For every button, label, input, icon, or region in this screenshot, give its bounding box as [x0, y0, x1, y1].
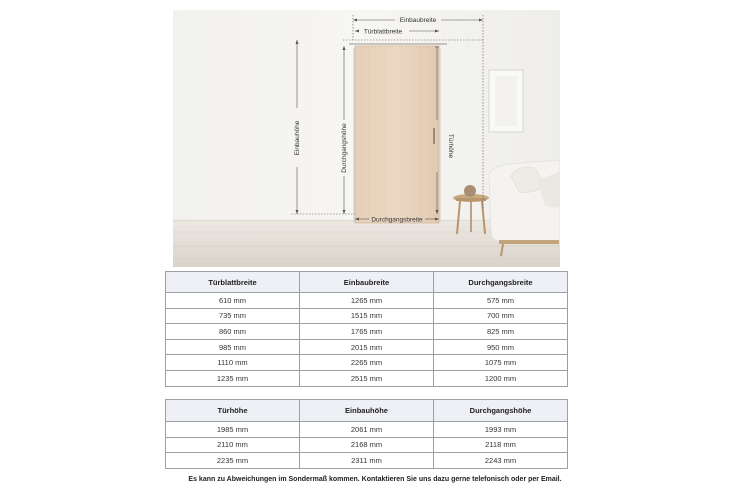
table-cell: 1200 mm [434, 370, 568, 386]
height-dimensions-table [165, 399, 568, 469]
header-durchgangsbreite: Durchgangsbreite [434, 272, 568, 293]
sofa [489, 160, 560, 256]
table-row [166, 308, 568, 324]
table-cell: 1765 mm [300, 324, 434, 340]
table-cell: 1235 mm [166, 370, 300, 386]
table-cell: 1993 mm [434, 422, 568, 438]
table-cell: 860 mm [166, 324, 300, 340]
header-einbauhoehe: Einbauhöhe [300, 400, 434, 422]
table-cell: 2311 mm [300, 453, 434, 469]
header-einbaubreite: Einbaubreite [300, 272, 434, 293]
table-cell: 2110 mm [166, 437, 300, 453]
door-dimension-illustration [173, 10, 560, 267]
label-einbauhoehe: Einbauhöhe [294, 120, 301, 156]
table-row [166, 324, 568, 340]
table-cell: 2118 mm [434, 437, 568, 453]
table-cell: 2265 mm [300, 355, 434, 371]
table-row [166, 453, 568, 469]
label-einbaubreite: Einbaubreite [399, 17, 437, 24]
table-row [166, 437, 568, 453]
table-cell: 2061 mm [300, 422, 434, 438]
table-cell: 950 mm [434, 339, 568, 355]
table-cell: 2168 mm [300, 437, 434, 453]
sliding-door [355, 46, 439, 223]
label-durchgangsbreite: Durchgangsbreite [371, 216, 423, 224]
table-cell: 2015 mm [300, 339, 434, 355]
table-cell: 700 mm [434, 308, 568, 324]
header-durchgangshoehe: Durchgangshöhe [434, 400, 568, 422]
table-cell: 1075 mm [434, 355, 568, 371]
header-tuerhoehe: Türhöhe [166, 400, 300, 422]
table-cell: 2515 mm [300, 370, 434, 386]
table-header-row [166, 400, 568, 422]
table-cell: 825 mm [434, 324, 568, 340]
label-durchgangshoehe: Durchgangshöhe [341, 123, 348, 173]
table-cell: 1265 mm [300, 293, 434, 309]
table-cell: 1110 mm [166, 355, 300, 371]
table-cell: 575 mm [434, 293, 568, 309]
header-tuerblattbreite: Türblattbreite [166, 272, 300, 293]
door-rail [349, 43, 447, 45]
table-cell: 1985 mm [166, 422, 300, 438]
door-handle [433, 128, 435, 144]
table-row [166, 422, 568, 438]
table-cell: 2235 mm [166, 453, 300, 469]
table-cell: 2243 mm [434, 453, 568, 469]
table-row [166, 293, 568, 309]
footer-note: Es kann zu Abweichungen im Sondermaß kommen. Kontaktieren Sie uns dazu gerne telefonisch oder per Email. [188, 476, 562, 483]
table-header-row [166, 272, 568, 293]
width-dimensions-table [165, 271, 568, 387]
table-row [166, 370, 568, 386]
table-row [166, 339, 568, 355]
table-cell: 610 mm [166, 293, 300, 309]
label-tuerblattbreite: Türblattbreite [363, 28, 403, 36]
table-cell: 1515 mm [300, 308, 434, 324]
label-tuerhoehe: Türhöhe [447, 133, 454, 159]
table-cell: 735 mm [166, 308, 300, 324]
table-cell: 985 mm [166, 339, 300, 355]
table-row [166, 355, 568, 371]
